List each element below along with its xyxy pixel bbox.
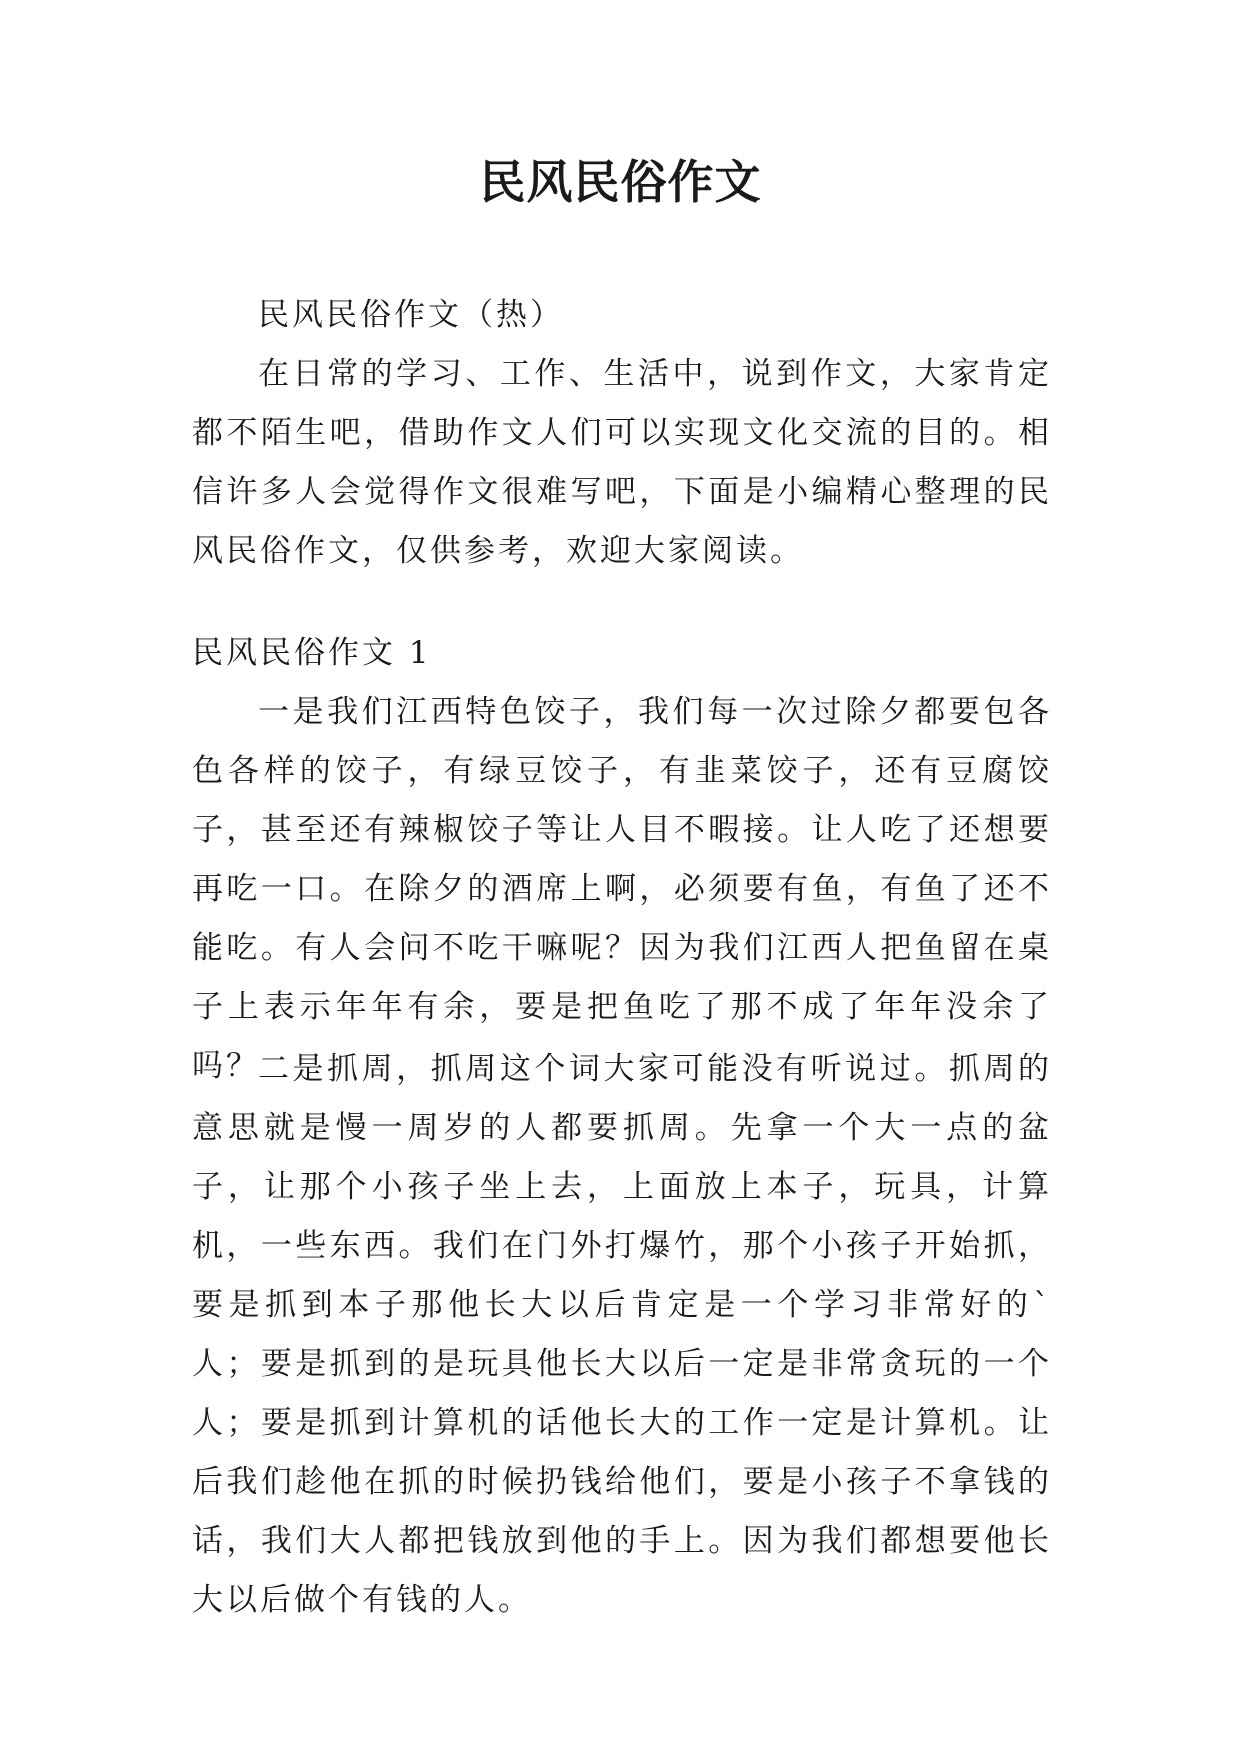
document-subtitle: 民风民俗作文（热） [258, 297, 564, 333]
section-heading: 民风民俗作文 1 [192, 635, 432, 671]
body-paragraph: 二是抓周，抓周这个词大家可能没有听说过。抓周的意思就是慢一周岁的人都要抓周。先拿一个大一点的盆子，让那个小孩子坐上去，上面放上本子，玩具，计算机，一些东西。我们在门外打爆竹，那个小孩子开始抓，要是抓到本子那他长大以后肯定是一个学习非常好的`人；要是抓到的是玩具他长大以后一定是非常贪玩的一个人；要是抓到计算机的话他长大的工作一定是计算机。让后我们趁他在抓的时候扔钱给他们，要是小孩子不拿钱的话，我们大人都把钱放到他的手上。因为我们都想要他长大以后做个有钱的人。 [192, 1051, 1052, 1618]
document-title: 民风民俗作文 [479, 155, 762, 209]
body-paragraph: 一是我们江西特色饺子，我们每一次过除夕都要包各色各样的饺子，有绿豆饺子，有韭菜饺子，还有豆腐饺子，甚至还有辣椒饺子等让人目不暇接。让人吃了还想要再吃一口。在除夕的酒席上啊，必须要有鱼，有鱼了还不能吃。有人会问不吃干嘛呢？因为我们江西人把鱼留在桌子上表示年年有余，要是把鱼吃了那不成了年年没余了吗？ [192, 694, 1052, 1084]
intro-paragraph: 在日常的学习、工作、生活中，说到作文，大家肯定都不陌生吧，借助作文人们可以实现文化交流的目的。相信许多人会觉得作文很难写吧，下面是小编精心整理的民风民俗作文，仅供参考，欢迎大家阅读。 [192, 356, 1052, 569]
